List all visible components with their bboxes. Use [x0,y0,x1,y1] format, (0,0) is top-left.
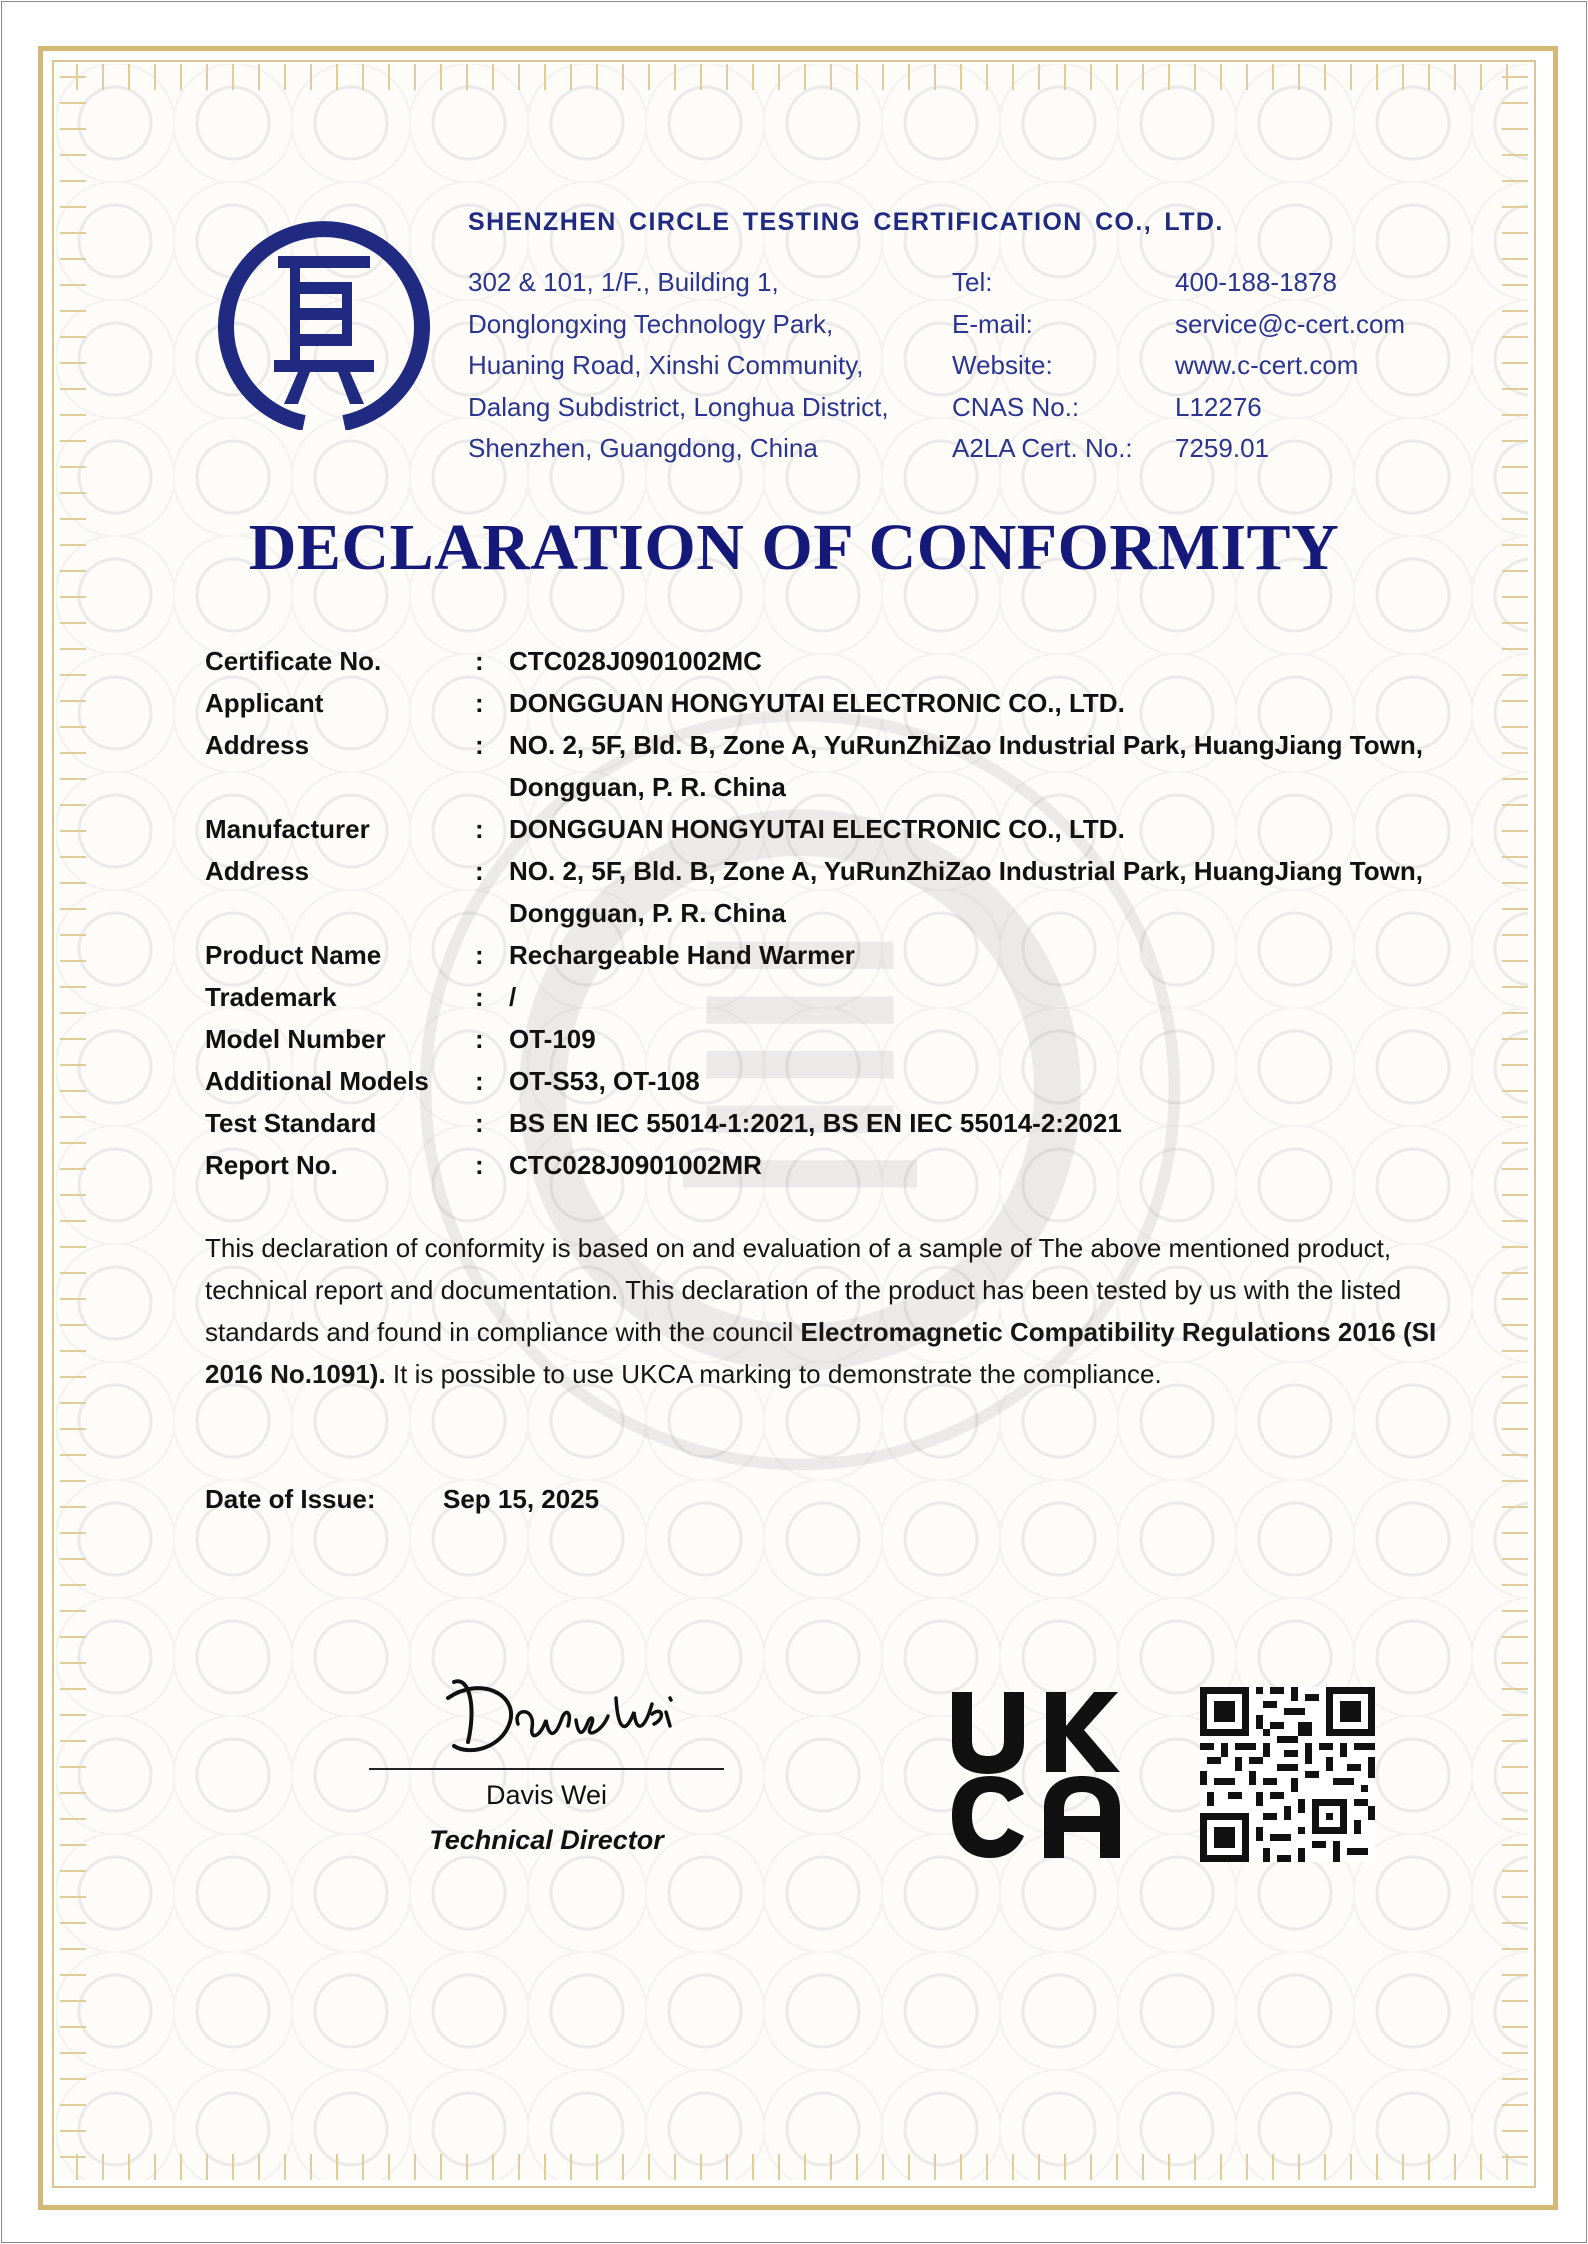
field-value: NO. 2, 5F, Bld. B, Zone A, YuRunZhiZao Industrial Park, HuangJiang Town, Dongguan, P. R. China [509,856,1423,928]
contact-values [1175,262,1405,470]
field-colon: : [475,688,484,718]
date-of-issue-label: Date of Issue: [205,1484,376,1514]
declaration-text-end: It is possible to use UKCA marking to demonstrate the compliance. [385,1359,1162,1389]
address-line: Huaning Road, Xinshi Community, [468,350,864,380]
field-row-trademark [205,976,1445,1018]
contact-label-email: E-mail: [952,308,1033,339]
contact-value-a2la: 7259.01 [1175,433,1269,463]
field-colon: : [475,814,484,844]
contact-value-website: www.c-cert.com [1175,350,1359,380]
ukca-mark-icon [950,1690,1120,1860]
field-label: Trademark [205,982,337,1012]
field-label: Model Number [205,1024,386,1054]
field-value: DONGGUAN HONGYUTAI ELECTRONIC CO., LTD. [509,814,1125,844]
field-label: Address [205,730,310,760]
address-line: Shenzhen, Guangdong, China [468,433,818,463]
contact-labels [952,262,1133,470]
field-row-report-no [205,1144,1445,1186]
field-value: Rechargeable Hand Warmer [509,940,855,970]
company-address [468,262,889,470]
certificate-fields [205,640,1445,1186]
field-row-applicant [205,682,1445,724]
field-row-additional-models [205,1060,1445,1102]
field-value: CTC028J0901002MC [509,646,762,676]
declaration-regulation: Electromagnetic Compatibility Regulations 2016 (SI 2016 No.1091). [205,1317,1437,1389]
field-colon: : [475,940,484,970]
field-colon: : [475,1066,484,1096]
field-value: CTC028J0901002MR [509,1150,762,1180]
field-value: OT-S53, OT-108 [509,1066,700,1096]
field-colon: : [475,1024,484,1054]
contact-label-cnas: CNAS No.: [952,391,1080,422]
field-value: OT-109 [509,1024,596,1054]
signatory-name: Davis Wei [485,1780,608,1810]
field-colon: : [475,730,484,760]
field-row-certificate-no [205,640,1445,682]
frame-ornament-top [64,64,1524,90]
field-value: BS EN IEC 55014-1:2021, BS EN IEC 55014-2:2021 [509,1108,1122,1138]
frame-ornament-right [1502,64,1528,2180]
field-label: Certificate No. [205,646,382,676]
contact-value-email: service@c-cert.com [1175,308,1406,339]
signatory-title: Technical Director [429,1825,664,1855]
field-label: Product Name [205,940,382,970]
circle-testing-logo-icon [218,218,430,430]
field-colon: : [475,646,484,676]
signature-line [369,1768,724,1770]
field-row-product-name [205,934,1445,976]
field-colon: : [475,1108,484,1138]
handwritten-signature [440,1668,680,1768]
contact-label-tel: Tel: [952,267,993,297]
field-value: / [509,982,517,1012]
company-name: SHENZHEN CIRCLE TESTING CERTIFICATION CO., LTD. [468,208,1224,236]
contact-label-a2la: A2LA Cert. No.: [952,433,1133,463]
frame-ornament-bottom [64,2154,1524,2180]
contact-label-website: Website: [952,350,1053,380]
qr-code-icon [1200,1687,1375,1862]
field-colon: : [475,982,484,1012]
declaration-text: This declaration of conformity is based on and evaluation of a sample of The above mentioned product, technical report and documentation. This declaration of the product has been tested by us with the listed standards and found in compliance with the council [205,1233,1402,1347]
address-line: Dalang Subdistrict, Longhua District, [468,391,889,422]
frame-ornament-left [60,64,86,2180]
field-row-applicant-address [205,724,1445,808]
date-of-issue [205,1484,599,1515]
declaration-paragraph [205,1227,1445,1395]
field-label: Test Standard [205,1108,377,1138]
field-colon: : [475,1150,484,1180]
field-value: DONGGUAN HONGYUTAI ELECTRONIC CO., LTD. [509,688,1125,718]
contact-value-cnas: L12276 [1175,391,1262,422]
document-title: DECLARATION OF CONFORMITY [248,511,1340,584]
field-row-test-standard [205,1102,1445,1144]
field-label: Additional Models [205,1066,429,1096]
field-row-model-number [205,1018,1445,1060]
field-value: NO. 2, 5F, Bld. B, Zone A, YuRunZhiZao Industrial Park, HuangJiang Town, Dongguan, P. R. China [509,730,1423,802]
field-row-manufacturer [205,808,1445,850]
field-label: Report No. [205,1150,338,1180]
field-label: Address [205,856,310,886]
address-line: Donglongxing Technology Park, [468,308,834,339]
field-label: Manufacturer [205,814,370,844]
field-label: Applicant [205,688,324,718]
contact-value-tel: 400-188-1878 [1175,267,1337,297]
date-of-issue-value: Sep 15, 2025 [443,1484,600,1514]
field-colon: : [475,856,484,886]
address-line: 302 & 101, 1/F., Building 1, [468,267,779,297]
field-row-manufacturer-address [205,850,1445,934]
